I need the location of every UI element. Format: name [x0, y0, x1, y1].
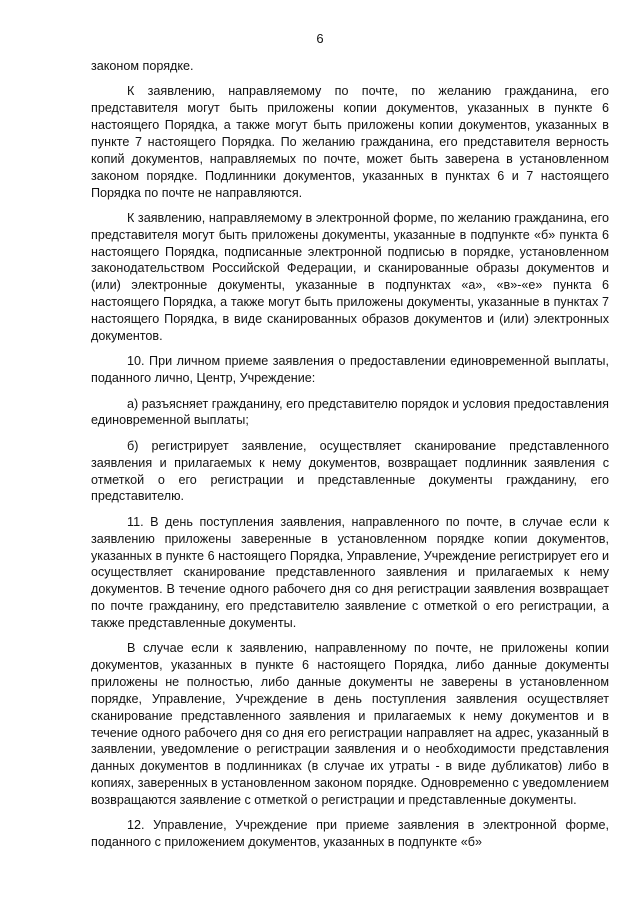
- paragraph-item-10-b: б) регистрирует заявление, осуществляет сканирование представленного заявления и прилагаемых к нему документов, возвращает подлинник заявления с отметкой о его регистрации и представленные документы гражданину, его представителю.: [91, 438, 609, 504]
- paragraph-postal-attachments: К заявлению, направляемому по почте, по желанию гражданина, его представителя могут быть приложены копии документов, указанных в пункте 6 настоящего Порядка, а также могут быть приложены копии документов, указанных в пункте 7 настоящего Порядка. По желанию гражданина, его представителя верность копий документов, направляемых по почте, может быть заверена в установленном законом порядке. Подлинники документов, указанных в пунктах 6 и 7 настоящего Порядка по почте не направляются.: [91, 84, 609, 200]
- page-number: 6: [316, 31, 324, 46]
- paragraph-item-10-a: а) разъясняет гражданину, его представителю порядок и условия предоставления единовременной выплаты;: [91, 396, 609, 428]
- paragraph-electronic-attachments: К заявлению, направляемому в электронной форме, по желанию гражданина, его представителя могут быть приложены документы, указанные в подпункте «б» пункта 6 настоящего Порядка, подписанные электронной подписью в порядке, установленном законодательством Российской Федерации, и сканированные образы документов и (или) электронные документы, указанные в подпунктах «а», «в»-«е» пункта 6 настоящего Порядка, а также могут быть приложены документы, указанные в пунктах 7 настоящего Порядка, в виде сканированных образов документов и (или) электронных документов.: [91, 210, 609, 343]
- document-body: [91, 58, 609, 860]
- paragraph-continuation: законом порядке.: [91, 59, 194, 73]
- paragraph-item-12: 12. Управление, Учреждение при приеме заявления в электронной форме, поданного с приложением документов, указанных в подпункте «б»: [91, 818, 609, 850]
- paragraph-item-11: 11. В день поступления заявления, направленного по почте, в случае если к заявлению приложены заверенные в установленном порядке копии документов, указанных в пункте 6 настоящего Порядка, Управление, Учреждение регистрирует его и осуществляет сканирование представленного заявления и прилагаемых к нему документов. В течение одного рабочего дня со дня регистрации заявления возвращает по почте гражданину, его представителю заявление с отметкой о его регистрации, а также представленные документы.: [91, 514, 609, 630]
- paragraph-item-11-missing-docs: В случае если к заявлению, направленному по почте, не приложены копии документов, указанных в пункте 6 настоящего Порядка, либо данные документы приложены не полностью, либо данные документы не заверены в установленном порядке, Управление, Учреждение в день поступления заявления осуществляет сканирование представленного заявления и прилагаемых к нему документов и в течение одного рабочего дня со дня его регистрации направляет на адрес, указанный в заявлении, уведомление о регистрации заявления и о необходимости представления данных документов в подлинниках (в случае их утраты - в виде дубликатов) либо в копиях, заверенных в установленном законом порядке. Одновременно с уведомлением возвращаются заявление с отметкой о регистрации и представленные документы.: [91, 641, 609, 807]
- paragraph-item-10: 10. При личном приеме заявления о предоставлении единовременной выплаты, поданного лично, Центр, Учреждение:: [91, 354, 609, 386]
